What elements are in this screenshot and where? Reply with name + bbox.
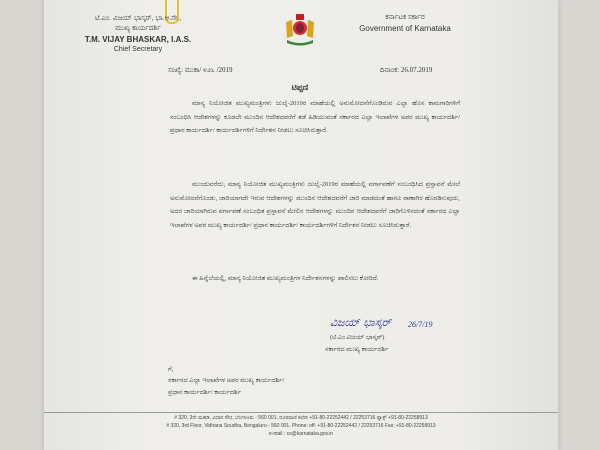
government-kannada: ಕರ್ನಾಟಕ ಸರ್ಕಾರ [385, 14, 425, 21]
government-letterhead [350, 14, 460, 33]
sender-kannada-name: ಟಿ.ಎಂ. ವಿಜಯ್ ಭಾಸ್ಕರ್, ಭಾ.ಆ.ಸೇ., [94, 15, 182, 22]
karnataka-emblem-icon [283, 12, 317, 48]
sender-letterhead [78, 14, 198, 54]
footer-kannada-address: # 320, 3ನೇ ಮಹಡಿ, ವಿಧಾನ ಸೌಧ, ಬೆಂಗಳೂರು - 560 001, ದೂರವಾಣಿ ಕಛೇರಿ +91-80-22252442 / 22253716 ಫ್ಯಾಕ್ಸ್ +91-80-22258913 [174, 415, 428, 421]
sender-english-role: Chief Secretary [113, 46, 163, 53]
footer-divider [44, 412, 558, 413]
signatory-name: (ಟಿ.ಎಂ.ವಿಜಯ್ ಭಾಸ್ಕರ್) [330, 334, 385, 341]
signatory-role: ಸರ್ಕಾರದ ಮುಖ್ಯ ಕಾರ್ಯದರ್ಶಿ [325, 346, 389, 353]
letter-date: ದಿನಾಂಕ: 26.07.2019 [380, 66, 433, 74]
paragraph-1: ಮಾನ್ಯ ನಿಯೋಜಿತ ಮುಖ್ಯಮಂತ್ರಿಗಳು ಜುಲೈ-2019ರ ಮಾಹೆಯಲ್ಲಿ ಅನುಮೋದನೆಗೊಂಡಿರುವ ಎಲ್ಲಾ ಹೊಸ ಕಾಮಗಾರಿಗಳಿಗೆ ಸಂಬಂಧಿಸಿ ಆದೇಶಗಳನ್ನು ಕೂಡಲೇ ಮುಂದಿನ ಆದೇಶದವರೆಗೆ ತಡೆ ಹಿಡಿಯುವಂತೆ ಸರ್ಕಾರದ ಎಲ್ಲಾ ಇಲಾಖೆಗಳ ಅಪರ ಮುಖ್ಯ ಕಾರ್ಯದರ್ಶಿ/ ಪ್ರಧಾನ ಕಾರ್ಯದರ್ಶಿ/ ಕಾರ್ಯದರ್ಶಿಗಳಿಗೆ ನಿರ್ದೇಶನ ನೀಡಲು ಸೂಚಿಸಿರುತ್ತಾರೆ. [170, 100, 460, 134]
paragraph-2: ಮುಂದುವರೆದು, ಮಾನ್ಯ ನಿಯೋಜಿತ ಮುಖ್ಯಮಂತ್ರಿಗಳು ಜುಲೈ-2019ರ ಮಾಹೆಯಲ್ಲಿ ವರ್ಗಾವಣೆಗೆ ಸಂಬಂಧಿಸಿದ ಪ್ರಸ್ತಾವನೆ ಮೇಲೆ ಅನುಮೋದನೆಗೊಂಡು, ಜಾರಿಯಾಗದೇ ಇರುವ ಆದೇಶಗಳನ್ನು ಮುಂದಿನ ಆದೇಶದವರೆಗೆ ಜಾರಿ ಮಾಡದಂತೆ ಹಾಗೂ ಠಾಣಾಗಿರ ಹೊರಡಿಸುವುದು, ಅದರ ಜಾರಿಯಾಗಿರುವ ವರ್ಗಾವಣೆ ಸಂಬಂಧಿತ ಪ್ರಸ್ತಾವನೆ ಮೇಲಿನ ಆದೇಶಗಳನ್ನು ಮುಂದಿನ ಆದೇಶದವರೆಗೆ ಜಾರಿಗೊಳಿಸದಂತೆ ಸರ್ಕಾರದ ಎಲ್ಲಾ ಇಲಾಖೆಗಳ ಅಪರ ಮುಖ್ಯ ಕಾರ್ಯದರ್ಶಿ/ ಪ್ರಧಾನ ಕಾರ್ಯದರ್ಶಿ/ ಕಾರ್ಯದರ್ಶಿಗಳಿಗೆ ನಿರ್ದೇಶನ ನೀಡಲು ಸೂಚಿಸಿರುತ್ತಾರೆ. [170, 181, 460, 229]
handwritten-signature: ವಿಜಯ್ ಭಾಸ್ಕರ್ [330, 316, 391, 329]
signature-date: 26/7/19 [408, 320, 433, 329]
recipient-line-2: ಪ್ರಧಾನ ಕಾರ್ಯದರ್ಶಿ/ ಕಾರ್ಯದರ್ಶಿ [168, 389, 241, 396]
paragraph-3: ಈ ಹಿನ್ನೆಲೆಯಲ್ಲಿ, ಮಾನ್ಯ ನಿಯೋಜಿತ ಮುಖ್ಯಮಂತ್ರಿಗಳ ನಿರ್ದೇಶನಗಳನ್ನು ಪಾಲಿಸಲು ಕೋರಿದೆ. [192, 275, 379, 282]
recipient-to: ಗೆ, [168, 366, 174, 373]
government-english: Government of Karnataka [359, 24, 451, 33]
sender-english-name: T.M. VIJAY BHASKAR, I.A.S. [84, 35, 192, 44]
footer-email: e-mail : cs@karnataka.gov.in [268, 431, 334, 437]
reference-number: ಸಂಖ್ಯೆ: ಮುಕಾ/ ೪೨೬ /2019 [168, 66, 233, 74]
footer-english-address: # 320, 3rd Floor, Vidhana Soudha, Bengaluru - 560 001. Phone: off. +91-80-22252442 / 22253716 Fax: +91-80-22258913 [166, 423, 436, 429]
recipient-line-1: ಸರ್ಕಾರದ ಎಲ್ಲಾ ಇಲಾಖೆಗಳ ಅಪರ ಮುಖ್ಯ ಕಾರ್ಯದರ್ಶಿ/ [168, 377, 285, 384]
sender-kannada-role: ಮುಖ್ಯ ಕಾರ್ಯದರ್ಶಿ [115, 25, 161, 32]
document-title: ಟಿಪ್ಪಣಿ [291, 83, 309, 92]
